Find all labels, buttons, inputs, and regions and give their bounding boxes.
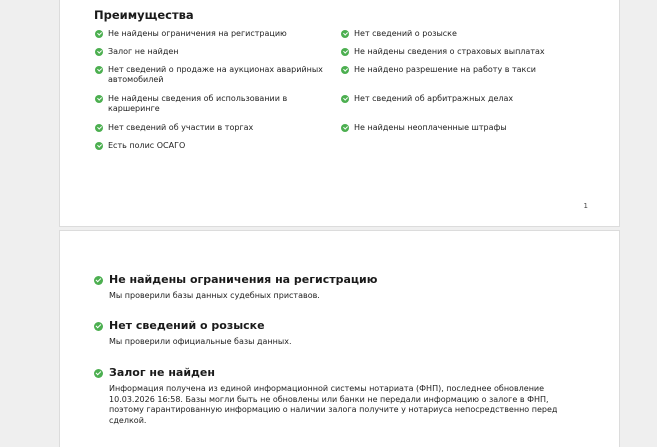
advantages-title: Преимущества	[94, 8, 194, 22]
check-circle-icon	[94, 322, 103, 331]
advantage-label: Не найдены неоплаченные штрафы	[354, 123, 507, 132]
advantage-label: Не найдены сведения о страховых выплатах	[354, 47, 545, 56]
advantage-item	[341, 65, 584, 75]
advantage-label: Не найдены ограничения на регистрацию	[108, 29, 287, 38]
advantage-item	[341, 94, 584, 104]
advantage-label: Нет сведений об арбитражных делах	[354, 94, 514, 103]
check-circle-icon	[94, 369, 103, 378]
detail-title-text: Нет сведений о розыске	[109, 319, 265, 332]
advantage-item	[95, 29, 333, 39]
detail-section	[94, 273, 574, 302]
check-circle-icon	[341, 124, 349, 132]
check-circle-icon	[341, 48, 349, 56]
advantage-item	[95, 123, 333, 133]
advantage-item	[341, 123, 584, 133]
detail-title-text: Залог не найден	[109, 366, 215, 379]
check-circle-icon	[95, 124, 103, 132]
detail-description: Мы проверили официальные базы данных.	[109, 337, 292, 346]
advantage-item	[341, 29, 584, 39]
advantage-item	[341, 47, 584, 57]
check-circle-icon	[341, 95, 349, 103]
check-circle-icon	[95, 142, 103, 150]
detail-section	[94, 319, 574, 348]
detail-description: Информация получена из единой информационной системы нотариата (ФНП), последнее обновление 10.03.2026 16:58. Базы могли быть не обновлены или банки не передали информацию о залоге в ФНП, поэтому гарантированную информацию о наличии залога получите у нотариуса непосредственно перед сделкой.	[109, 384, 558, 425]
advantage-label: Не найдено разрешение на работу в такси	[354, 65, 536, 74]
check-circle-icon	[95, 95, 103, 103]
advantage-item	[95, 94, 333, 114]
check-circle-icon	[341, 30, 349, 38]
advantage-item	[95, 141, 333, 151]
page-2	[59, 230, 620, 447]
check-circle-icon	[94, 276, 103, 285]
detail-title	[94, 273, 574, 287]
advantage-label: Нет сведений об участии в торгах	[108, 123, 254, 132]
page-number: 1	[583, 202, 588, 210]
advantage-label: Есть полис ОСАГО	[108, 141, 186, 150]
detail-title-text: Не найдены ограничения на регистрацию	[109, 273, 378, 286]
advantage-label: Залог не найден	[108, 47, 179, 56]
check-circle-icon	[95, 48, 103, 56]
check-circle-icon	[95, 30, 103, 38]
detail-title	[94, 319, 574, 333]
detail-title	[94, 366, 574, 380]
advantage-label: Нет сведений о розыске	[354, 29, 457, 38]
advantage-item	[95, 47, 333, 57]
check-circle-icon	[95, 66, 103, 74]
check-circle-icon	[341, 66, 349, 74]
detail-description: Мы проверили базы данных судебных приставов.	[109, 291, 320, 300]
advantage-item	[95, 65, 333, 85]
advantage-label: Нет сведений о продаже на аукционах аварийных автомобилей	[108, 65, 323, 84]
detail-section	[94, 366, 574, 426]
advantage-label: Не найдены сведения об использовании в каршеринге	[108, 94, 288, 113]
page-1	[59, 0, 620, 227]
